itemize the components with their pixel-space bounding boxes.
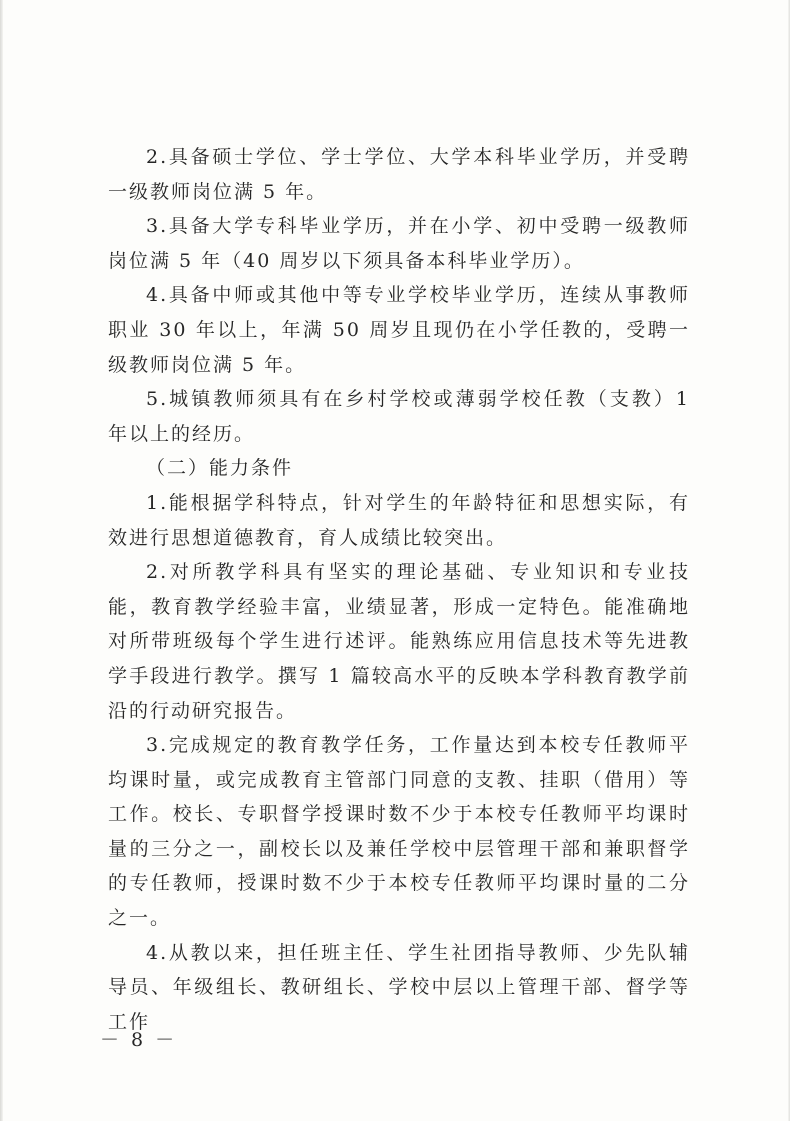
paragraph-secondary-school-requirement: 4.具备中师或其他中等专业学校毕业学历，连续从事教师职业 30 年以上，年满 50 周岁且现仍在小学任教的，受聘一级教师岗位满 5 年。: [108, 284, 690, 376]
scan-edge-left: [0, 0, 3, 1121]
paragraph-degree-requirement: 2.具备硕士学位、学士学位、大学本科毕业学历，并受聘一级教师岗位满 5 年。: [108, 146, 690, 203]
paragraph-college-requirement: 3.具备大学专科毕业学历，并在小学、初中受聘一级教师岗位满 5 年（40 周岁以下须具备本科毕业学历）。: [108, 215, 690, 272]
paragraph-rural-teaching-requirement: 5.城镇教师须具有在乡村学校或薄弱学校任教（支教）1 年以上的经历。: [108, 388, 690, 445]
paragraph-management-roles: 4.从教以来，担任班主任、学生社团指导教师、少先队辅导员、年级组长、教研组长、学校中层以上管理干部、督学等工作: [108, 941, 690, 1033]
paragraph-teaching-expertise: 2.对所教学科具有坚实的理论基础、专业知识和专业技能，教育教学经验丰富，业绩显著，形成一定特色。能准确地对所带班级每个学生进行述评。能熟练应用信息技术等先进教学手段进行教学。撰写 1 篇较高水平的反映本学科教育教学前沿的行动研究报告。: [108, 561, 690, 722]
paragraph-moral-education: 1.能根据学科特点，针对学生的年龄特征和思想实际，有效进行思想道德教育，育人成绩比较突出。: [108, 491, 690, 549]
section-heading-ability-conditions: （二）能力条件: [146, 457, 294, 480]
page-number: － 8 －: [100, 1029, 178, 1051]
document-body: [108, 140, 690, 1039]
paragraph-workload: 3.完成规定的教育教学任务，工作量达到本校专任教师平均课时量，或完成教育主管部门同意的支教、挂职（借用）等工作。校长、专职督学授课时数不少于本校专任教师平均课时量的三分之一，副校长以及兼任学校中层管理干部和兼职督学的专任教师，授课时数不少于本校专任教师平均课时量的二分之一。: [108, 734, 690, 930]
